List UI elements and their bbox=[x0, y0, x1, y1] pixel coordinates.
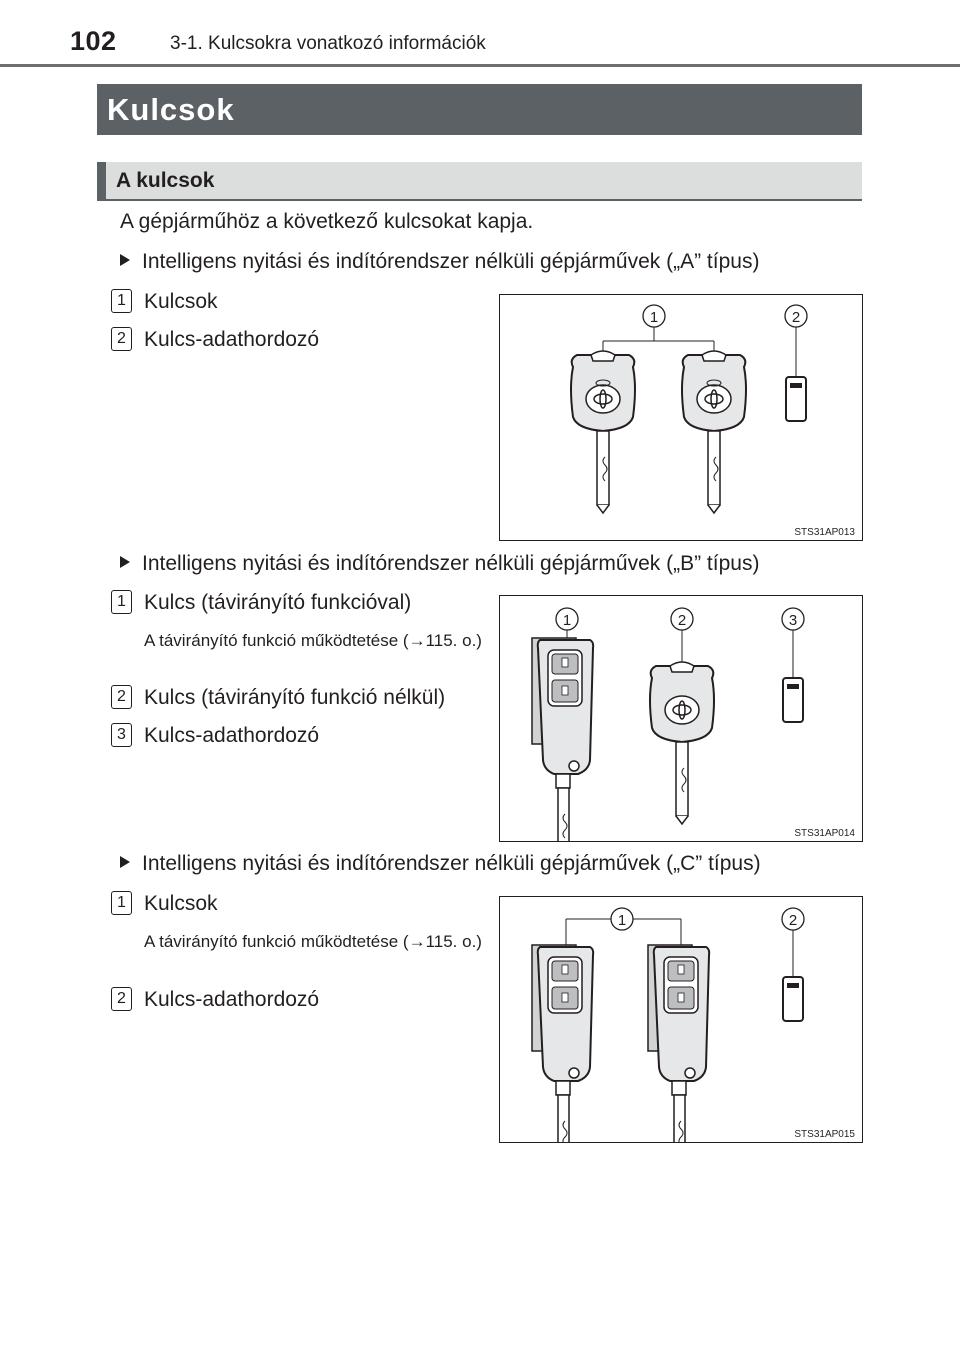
key-data-tag bbox=[783, 977, 803, 1021]
svg-text:1: 1 bbox=[617, 912, 627, 929]
page-title: Kulcsok bbox=[107, 92, 235, 127]
callout-1 bbox=[611, 908, 633, 930]
key-1 bbox=[571, 351, 635, 513]
page-number: 102 bbox=[70, 26, 117, 56]
item-note: A távirányító funkció működtetése (→115. o.) bbox=[144, 932, 482, 951]
svg-text:2: 2 bbox=[788, 912, 798, 929]
item-number: 2 bbox=[111, 987, 132, 1011]
item-number: 2 bbox=[111, 327, 132, 351]
section-a-heading bbox=[120, 250, 759, 274]
section-b-heading-text: Intelligens nyitási és indítórendszer nélküli gépjárművek („B” típus) bbox=[142, 552, 760, 575]
item-label: Kulcs-adathordozó bbox=[144, 328, 320, 351]
svg-text:3: 3 bbox=[788, 612, 798, 629]
figure-code: STS31AP014 bbox=[794, 828, 855, 839]
key-2 bbox=[682, 351, 746, 513]
figure-code: STS31AP015 bbox=[794, 1129, 855, 1140]
intro-text: A gépjárműhöz a következő kulcsokat kapja. bbox=[120, 210, 534, 233]
keys-illustration-c bbox=[500, 897, 862, 1142]
item-label: Kulcs-adathordozó bbox=[144, 724, 320, 747]
svg-text:2: 2 bbox=[791, 309, 801, 326]
section-title: 3-1. Kulcsokra vonatkozó információk bbox=[170, 33, 486, 54]
svg-text:2: 2 bbox=[677, 612, 687, 629]
svg-text:1: 1 bbox=[649, 309, 659, 326]
section-b-heading bbox=[120, 552, 759, 576]
keys-illustration-a bbox=[500, 295, 862, 540]
item-label: Kulcs (távirányító funkcióval) bbox=[144, 591, 412, 614]
remote-key bbox=[532, 638, 593, 841]
plain-key bbox=[650, 662, 714, 824]
figure-code: STS31AP013 bbox=[794, 527, 855, 538]
callout-3 bbox=[782, 608, 804, 630]
figure-c bbox=[499, 896, 863, 1143]
item-number: 1 bbox=[111, 289, 132, 313]
callout-2 bbox=[671, 608, 693, 630]
subtitle-accent bbox=[97, 162, 106, 199]
callout-1 bbox=[643, 305, 665, 327]
item-number: 1 bbox=[111, 590, 132, 614]
subtitle-bar bbox=[97, 162, 862, 201]
triangle-bullet-icon bbox=[120, 556, 130, 568]
section-a-heading-text: Intelligens nyitási és indítórendszer nélküli gépjárművek („A” típus) bbox=[142, 250, 760, 273]
key-data-tag bbox=[786, 377, 806, 421]
callout-1 bbox=[556, 608, 578, 630]
subtitle: A kulcsok bbox=[116, 169, 215, 192]
triangle-bullet-icon bbox=[120, 254, 130, 266]
header-rule bbox=[0, 64, 960, 67]
remote-key-2 bbox=[648, 945, 709, 1142]
item-note: A távirányító funkció működtetése (→115. o.) bbox=[144, 631, 482, 650]
item-label: Kulcsok bbox=[144, 892, 218, 915]
section-c-heading bbox=[120, 852, 761, 876]
remote-key-1 bbox=[532, 945, 593, 1142]
triangle-bullet-icon bbox=[120, 856, 130, 868]
page-title-bar bbox=[97, 84, 862, 135]
figure-b bbox=[499, 595, 863, 842]
callout-2 bbox=[785, 305, 807, 327]
figure-a bbox=[499, 294, 863, 541]
callout-2 bbox=[782, 908, 804, 930]
item-label: Kulcs-adathordozó bbox=[144, 988, 320, 1011]
svg-text:1: 1 bbox=[562, 612, 572, 629]
item-number: 1 bbox=[111, 891, 132, 915]
keys-illustration-b bbox=[500, 596, 862, 841]
item-label: Kulcs (távirányító funkció nélkül) bbox=[144, 686, 446, 709]
item-number: 3 bbox=[111, 723, 132, 747]
section-c-heading-text: Intelligens nyitási és indítórendszer nélküli gépjárművek („C” típus) bbox=[142, 852, 761, 875]
item-label: Kulcsok bbox=[144, 290, 218, 313]
item-number: 2 bbox=[111, 685, 132, 709]
key-data-tag bbox=[783, 678, 803, 722]
